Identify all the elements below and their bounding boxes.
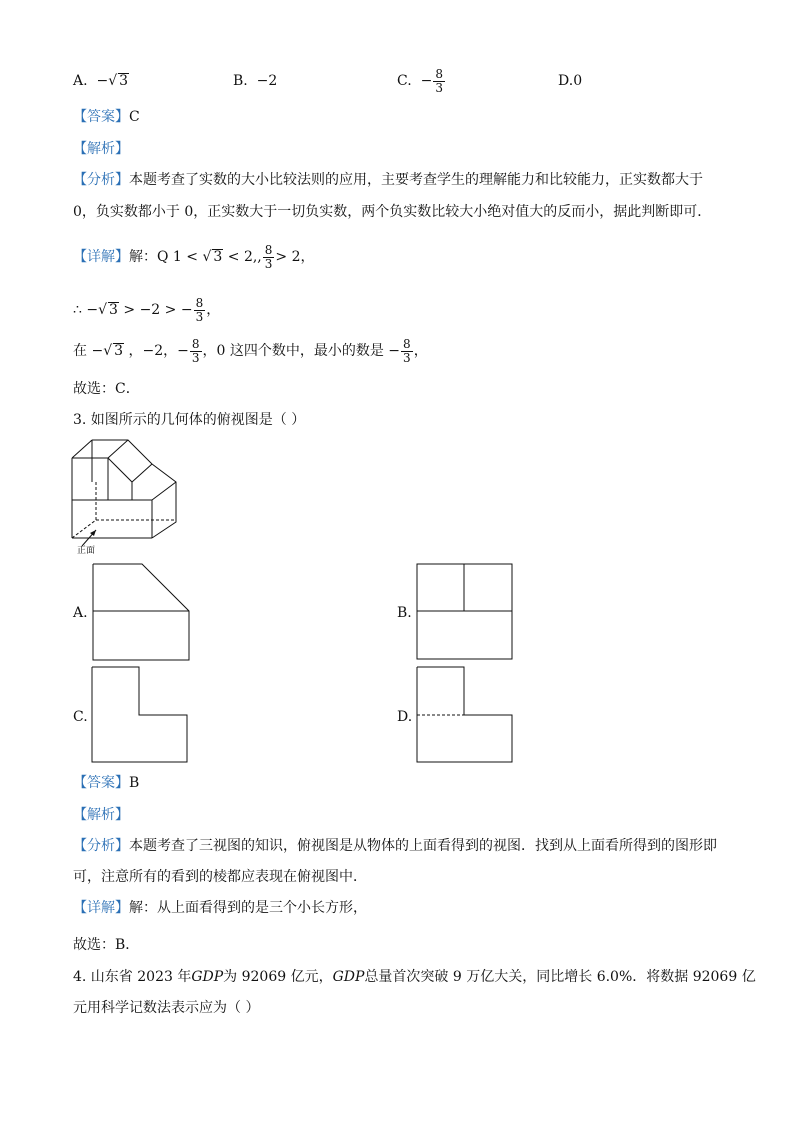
q3-analysis-heading: 【解析】 [73, 807, 129, 823]
q3-stem: 3. 如图所示的几何体的俯视图是（ ） [73, 412, 306, 428]
q3-option-d-figure [416, 666, 514, 764]
fraction: $\frac{8}{3}$ [195, 295, 204, 324]
option-c-label: C. [397, 73, 412, 89]
option-d-value: 0 [573, 73, 583, 89]
option-c-fraction: $\frac{8}{3}$ [435, 66, 443, 95]
q3-fenxi-line1: 【分析】本题考查了三视图的知识，俯视图是从物体的上面看得到的视图．找到从上面看所得到的图形即 [73, 838, 717, 854]
option-d-label: D. [558, 73, 574, 89]
q2-answer [73, 108, 140, 126]
q3-option-a-label: A. [73, 605, 88, 621]
q3-option-c-figure [91, 666, 189, 764]
option-b-value: −2 [256, 73, 278, 89]
q2-fenxi-line2: 0，负实数都小于 0，正实数大于一切负实数，两个负实数比较大小绝对值大的反而小，据此判断即可． [73, 204, 712, 220]
answer-value: C [129, 109, 140, 125]
sqrt-symbol: √ [202, 249, 212, 265]
detail-tag: 【详解】 [73, 249, 129, 265]
option-c: C. − $\frac{8}{3}$ [397, 66, 443, 95]
q2-conclusion: 故选：C． [73, 381, 140, 397]
q3-conclusion: 故选：B． [73, 937, 140, 953]
q3-detail: 【详解】解：从上面看得到的是三个小长方形， [73, 900, 367, 916]
q4-stem-line1: 4. 山东省 2023 年GDP为 92069 亿元，GDP总量首次突破 9 万亿大关，同比增长 6.0%．将数据 92069 亿 [73, 969, 756, 985]
front-label: 正面 [77, 546, 96, 556]
fraction: $\frac{8}{3}$ [264, 242, 273, 271]
q3-option-b-figure [416, 563, 514, 661]
option-b-label: B. [233, 73, 248, 89]
sqrt-symbol: √ [98, 302, 108, 318]
detail-tag: 【详解】 [73, 900, 129, 916]
q3-fenxi-line2: 可，注意所有的看到的棱都应表现在俯视图中． [73, 869, 367, 885]
answer-tag: 【答案】 [73, 109, 129, 125]
fraction: $\frac{8}{3}$ [403, 336, 411, 365]
option-a: A. −√ 3 [73, 73, 129, 89]
fenxi-tag: 【分析】 [73, 838, 129, 854]
q2-detail-line3: 在 −√ 3 ，−2，− $\frac{8}{3}$ ，0 这四个数中，最小的数是 − $\frac{8}{3}$ ， [73, 336, 428, 365]
sqrt-symbol: √ [108, 73, 118, 89]
q3-answer [73, 774, 139, 792]
option-a-radicand: 3 [119, 73, 129, 89]
fenxi-tag: 【分析】 [73, 172, 129, 188]
q2-analysis-heading: 【解析】 [73, 141, 129, 157]
q2-detail-line1: 【详解】解：Q 1 < √ 3 < 2,, $\frac{8}{3}$ > 2， [73, 242, 315, 271]
option-d [558, 72, 582, 90]
q4-stem-line2: 元用科学记数法表示应为（ ） [73, 1000, 260, 1016]
fraction: $\frac{8}{3}$ [191, 336, 200, 365]
answer-tag: 【答案】 [73, 775, 129, 791]
q2-detail-line2: ∴ −√ 3 > −2 > − $\frac{8}{3}$ ， [73, 295, 221, 324]
answer-value: B [129, 775, 140, 791]
option-a-label: A. [73, 73, 88, 89]
q3-option-a-figure [92, 563, 192, 661]
q3-option-c-label: C. [73, 709, 88, 725]
q2-fenxi-line1: 【分析】本题考查了实数的大小比较法则的应用，主要考查学生的理解能力和比较能力，正实数都大于 [73, 172, 703, 188]
q3-option-d-label: D. [397, 709, 413, 725]
q3-option-b-label: B. [397, 605, 412, 621]
sqrt-symbol: √ [103, 343, 113, 359]
option-b [233, 72, 277, 90]
